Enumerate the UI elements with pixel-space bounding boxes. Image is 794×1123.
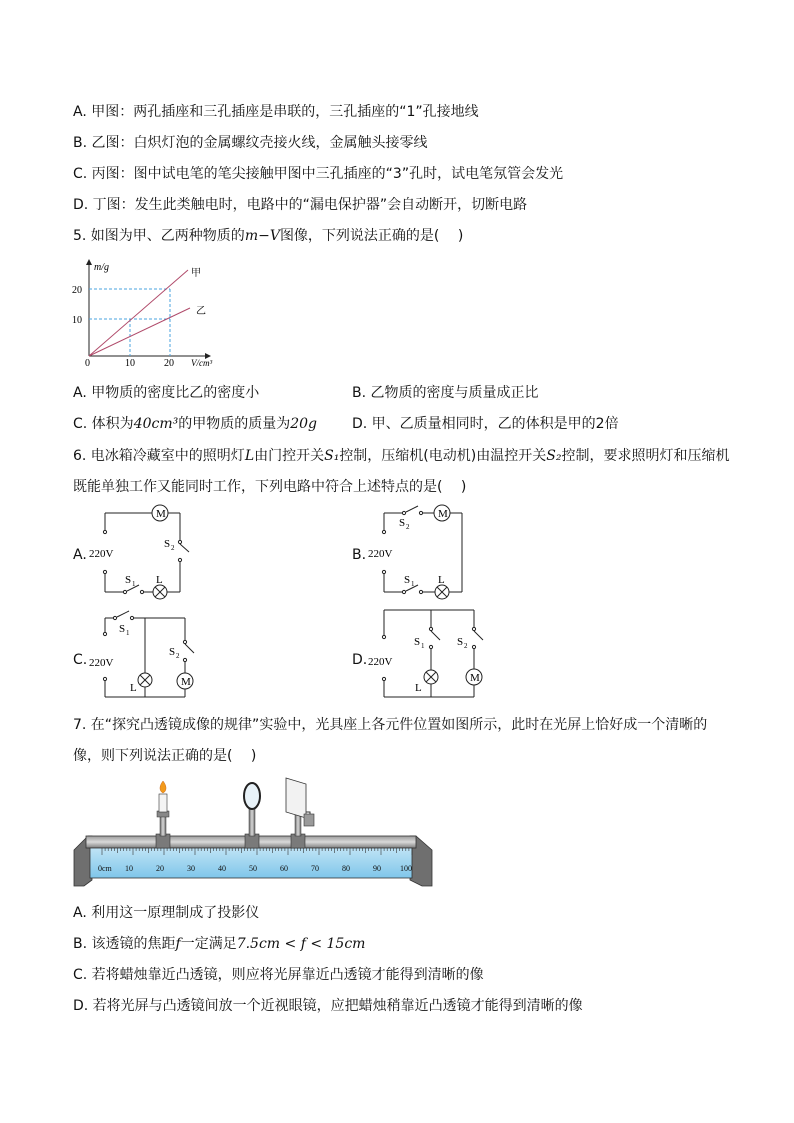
q5-stem-text: 5. 如图为甲、乙两种物质的: [73, 228, 245, 244]
s1-label: S: [414, 636, 421, 648]
q6-stem-line1: [73, 446, 729, 466]
s2-sub: 2: [406, 523, 410, 531]
q6-math-s1: S₁: [324, 448, 340, 464]
convex-lens: [244, 783, 260, 848]
ruler-label-90: 90: [373, 864, 381, 873]
q7-option-b-text2: 一定满足: [180, 936, 237, 952]
q4-option-b: B. 乙图：白炽灯泡的金属螺纹壳接火线，金属触头接零线: [73, 135, 428, 151]
lamp-label: L: [130, 682, 137, 694]
lamp-label: L: [415, 682, 422, 694]
voltage-label: 220V: [89, 548, 114, 560]
origin-label: 0: [85, 358, 90, 369]
s1-sub: 1: [421, 642, 425, 650]
q6-text3: 控制，压缩机(电动机)由温控开关: [339, 448, 547, 464]
ruler-label-70: 70: [311, 864, 319, 873]
q5-mv-graph: [70, 256, 230, 372]
ruler-label-10: 10: [125, 864, 133, 873]
s1-sub: 1: [411, 580, 415, 588]
q7-stem-line1: 7. 在“探究凸透镜成像的规律”实验中，光具座上各元件位置如图所示，此时在光屏上恰好成一个清晰的: [73, 717, 708, 733]
x-axis-label: V/cm³: [191, 358, 213, 368]
motor-label: M: [470, 672, 480, 684]
q5-option-a: A. 甲物质的密度比乙的密度小: [73, 385, 260, 401]
q5-option-c-math2: 20g: [290, 416, 318, 432]
q4-option-c: C. 丙图：图中试电笔的笔尖接触甲图中三孔插座的“3”孔时，试电笔氖管会发光: [73, 166, 564, 182]
q5-option-b: B. 乙物质的密度与质量成正比: [352, 385, 539, 401]
q6-option-b-label: B.: [352, 547, 367, 563]
lamp-label: L: [156, 574, 163, 586]
s1-label: S: [119, 623, 126, 635]
q7-option-a: A. 利用这一原理制成了投影仪: [73, 905, 260, 921]
q6-stem-line2: 既能单独工作又能同时工作，下列电路中符合上述特点的是( ): [73, 479, 467, 495]
q7-option-b-math2: 7.5cm < f < 15cm: [236, 936, 366, 952]
q7-option-c: C. 若将蜡烛靠近凸透镜，则应将光屏靠近凸透镜才能得到清晰的像: [73, 967, 484, 983]
q5-option-c-math1: 40cm³: [133, 416, 179, 432]
s2-label: S: [399, 517, 406, 529]
s1-sub: 1: [132, 580, 136, 588]
q4-option-a: A. 甲图：两孔插座和三孔插座是串联的，三孔插座的“1”孔接地线: [73, 104, 479, 120]
voltage-label: 220V: [89, 657, 114, 669]
s2-sub: 2: [176, 652, 180, 660]
circuit-d: [364, 605, 489, 710]
series-yi-line: [89, 308, 190, 356]
q6-text: 6. 电冰箱冷藏室中的照明灯: [73, 448, 245, 464]
s1-label: S: [125, 574, 132, 586]
optical-bench: [70, 776, 438, 894]
s1-label: S: [404, 574, 411, 586]
ruler-label-100: 100: [400, 864, 412, 873]
series-jia-label: 甲: [191, 268, 201, 279]
q6-text2: 由门控开关: [254, 448, 325, 464]
q6-option-a-label: A.: [73, 547, 87, 563]
q6-text4: 控制，要求照明灯和压缩机: [561, 448, 730, 464]
s1-sub: 1: [126, 629, 130, 637]
s2-label: S: [169, 646, 176, 658]
voltage-label: 220V: [368, 548, 393, 560]
q5-stem-math: m−V: [244, 228, 280, 244]
lamp-label: L: [438, 574, 445, 586]
s2-sub: 2: [464, 642, 468, 650]
q5-option-c: [73, 414, 317, 434]
circuit-b: [364, 500, 484, 605]
motor-label: M: [156, 508, 166, 520]
circuit-c: [85, 605, 210, 710]
q7-option-b-text: B. 该透镜的焦距: [73, 936, 176, 952]
q5-option-c-text: C. 体积为: [73, 416, 134, 432]
q5-stem: [73, 226, 463, 246]
x-tick-20: 20: [164, 358, 174, 369]
y-axis-label: m/g: [94, 262, 109, 273]
ruler-label-30: 30: [187, 864, 195, 873]
circuit-a: [85, 500, 205, 605]
candle: [156, 781, 170, 848]
ruler-label-40: 40: [218, 864, 226, 873]
y-tick-10: 10: [72, 315, 82, 326]
ruler-label-50: 50: [249, 864, 257, 873]
ruler-label-0: 0cm: [98, 864, 112, 873]
q4-option-d: D. 丁图：发生此类触电时，电路中的“漏电保护器”会自动断开，切断电路: [73, 197, 528, 213]
q7-option-d: D. 若将光屏与凸透镜间放一个近视眼镜，应把蜡烛稍靠近凸透镜才能得到清晰的像: [73, 998, 583, 1014]
series-yi-label: 乙: [196, 306, 206, 317]
ruler-label-60: 60: [280, 864, 288, 873]
y-tick-20: 20: [72, 285, 82, 296]
q7-option-b: [73, 934, 365, 954]
ruler-label-20: 20: [156, 864, 164, 873]
s2-label: S: [457, 636, 464, 648]
ruler-label-80: 80: [342, 864, 350, 873]
q5-option-c-text2: 的甲物质的质量为: [178, 416, 291, 432]
q5-option-d: D. 甲、乙质量相同时，乙的体积是甲的2倍: [352, 416, 619, 432]
q6-math-l: L: [244, 448, 255, 464]
x-tick-10: 10: [125, 358, 135, 369]
motor-label: M: [181, 676, 191, 688]
q6-option-d-label: D.: [352, 652, 368, 668]
q5-stem-text-end: 图像，下列说法正确的是( ): [279, 228, 464, 244]
q7-option-b-math: f: [175, 936, 181, 952]
q6-math-s2: S₂: [546, 448, 562, 464]
q7-stem-line2: 像，则下列说法正确的是( ): [73, 748, 257, 764]
q6-option-c-label: C.: [73, 652, 88, 668]
series-jia-line: [89, 270, 188, 356]
voltage-label: 220V: [368, 656, 393, 668]
s2-sub: 2: [171, 544, 175, 552]
s2-label: S: [164, 538, 171, 550]
motor-label: M: [438, 508, 448, 520]
